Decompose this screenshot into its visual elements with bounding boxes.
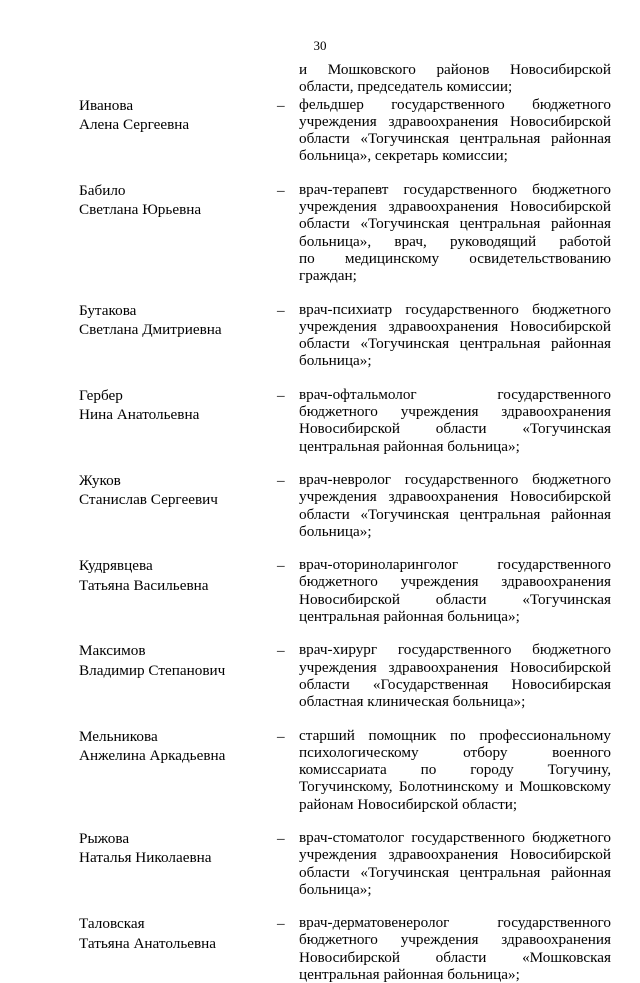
desc-line: фельдшер государственного бюджетного <box>299 95 611 113</box>
desc-line: больница», секретарь комиссии; <box>299 147 508 165</box>
member-surname: Бутакова <box>79 301 137 319</box>
member-given-names: Владимир Степанович <box>79 661 226 679</box>
member-role <box>299 471 611 540</box>
dash-separator: – <box>277 181 285 199</box>
member-entry <box>0 641 640 710</box>
member-surname: Таловская <box>79 915 145 933</box>
member-surname: Мельникова <box>79 727 158 745</box>
member-surname: Иванова <box>79 96 134 114</box>
dash-separator: – <box>277 727 285 745</box>
desc-line: по медицинскому освидетельствованию <box>299 249 611 267</box>
member-surname: Жуков <box>79 471 121 489</box>
desc-line: врач-хирург государственного бюджетного <box>299 641 611 659</box>
member-entry <box>0 556 640 625</box>
member-name <box>79 829 269 868</box>
member-role <box>299 641 611 710</box>
desc-line: области «Тогучинская центральная районная <box>299 130 611 148</box>
desc-line: врач-офтальмолог государственного <box>299 385 611 403</box>
member-name <box>79 471 269 510</box>
member-entry <box>0 471 640 540</box>
dash-separator: – <box>277 96 285 114</box>
desc-line: врач-стоматолог государственного бюджетного <box>299 828 611 846</box>
members-list <box>0 96 640 983</box>
desc-line: врач-оториноларинголог государственного <box>299 556 611 574</box>
intro-text <box>299 61 611 96</box>
member-given-names: Станислав Сергеевич <box>79 491 218 509</box>
commission-list <box>0 61 640 983</box>
desc-line: учреждения здравоохранения Новосибирской <box>299 317 611 335</box>
member-entry <box>0 914 640 983</box>
desc-line: районам Новосибирской области; <box>299 795 518 813</box>
dash-separator: – <box>277 915 285 933</box>
member-name <box>79 641 269 680</box>
desc-line: врач-терапевт государственного бюджетного <box>299 180 611 198</box>
desc-line: области «Тогучинская центральная районная <box>299 215 611 233</box>
member-given-names: Алена Сергеевна <box>79 116 190 134</box>
member-role <box>299 914 611 983</box>
desc-line: бюджетного учреждения здравоохранения <box>299 931 611 949</box>
desc-line: Новосибирской области «Тогучинская <box>299 420 611 438</box>
intro-continuation <box>0 61 640 96</box>
member-name <box>79 301 269 340</box>
desc-line: больница»; <box>299 522 372 540</box>
member-given-names: Наталья Николаевна <box>79 849 212 867</box>
member-role <box>299 386 611 455</box>
member-given-names: Анжелина Аркадьевна <box>79 747 226 764</box>
desc-line: Новосибирской области «Тогучинская <box>299 590 611 608</box>
desc-line: больница»; <box>299 880 372 898</box>
desc-line: старший помощник по профессиональному <box>299 726 611 744</box>
desc-line: больница»; <box>299 352 372 370</box>
desc-line: врач-дерматовенеролог государственного <box>299 914 611 932</box>
desc-line: врач-невролог государственного бюджетного <box>299 470 611 488</box>
member-role <box>299 556 611 625</box>
desc-line: учреждения здравоохранения Новосибирской <box>299 112 611 130</box>
member-surname: Кудрявцева <box>79 557 153 575</box>
desc-line: врач-психиатр государственного бюджетного <box>299 300 611 318</box>
dash-separator: – <box>277 471 285 489</box>
member-entry <box>0 829 640 898</box>
member-name <box>79 556 269 595</box>
member-surname: Рыжова <box>79 829 130 847</box>
member-name <box>79 386 269 425</box>
desc-line: комиссариата по городу Тогучину, <box>299 761 611 779</box>
member-role <box>299 181 611 285</box>
dash-separator: – <box>277 829 285 847</box>
dash-separator: – <box>277 301 285 319</box>
desc-line: областная клиническая больница»; <box>299 693 526 711</box>
desc-line: области, председатель комиссии; <box>299 78 513 96</box>
member-name <box>79 727 269 766</box>
desc-line: области «Тогучинская центральная районная <box>299 505 611 523</box>
desc-line: области «Тогучинская центральная районная <box>299 335 611 353</box>
desc-line: бюджетного учреждения здравоохранения <box>299 403 611 421</box>
desc-line: и Мошковского районов Новосибирской <box>299 61 611 78</box>
page-number: 30 <box>313 38 327 53</box>
desc-line: Новосибирской области «Мошковская <box>299 948 611 966</box>
desc-line: Тогучинскому, Болотнинскому и Мошковскому <box>299 778 611 796</box>
member-name <box>79 914 269 953</box>
member-entry <box>0 727 640 813</box>
member-entry <box>0 96 640 165</box>
desc-line: области «Тогучинская центральная районная <box>299 863 611 881</box>
dash-separator: – <box>277 642 285 660</box>
desc-line: учреждения здравоохранения Новосибирской <box>299 198 611 216</box>
member-role <box>299 829 611 898</box>
member-surname: Бабило <box>79 181 126 199</box>
dash-separator: – <box>277 386 285 404</box>
member-role <box>299 96 611 165</box>
desc-line: учреждения здравоохранения Новосибирской <box>299 488 611 506</box>
desc-line: психологическому отбору военного <box>299 743 611 761</box>
member-surname: Максимов <box>79 642 146 660</box>
desc-line: больница», врач, руководящий работой <box>299 232 611 250</box>
desc-line: центральная районная больница»; <box>299 966 520 983</box>
desc-line: центральная районная больница»; <box>299 608 520 626</box>
desc-line: области «Государственная Новосибирская <box>299 675 611 693</box>
dash-separator: – <box>277 557 285 575</box>
member-entry <box>0 386 640 455</box>
member-given-names: Татьяна Анатольевна <box>79 934 217 952</box>
member-name <box>79 96 269 135</box>
member-name <box>79 181 269 220</box>
member-given-names: Светлана Дмитриевна <box>79 321 222 339</box>
member-entry <box>0 301 640 370</box>
member-role <box>299 301 611 370</box>
member-given-names: Светлана Юрьевна <box>79 201 202 219</box>
desc-line: учреждения здравоохранения Новосибирской <box>299 846 611 864</box>
desc-line: граждан; <box>299 267 357 285</box>
member-given-names: Нина Анатольевна <box>79 406 200 424</box>
desc-line: учреждения здравоохранения Новосибирской <box>299 658 611 676</box>
member-entry <box>0 181 640 285</box>
member-role <box>299 727 611 813</box>
desc-line: центральная районная больница»; <box>299 437 520 455</box>
member-given-names: Татьяна Васильевна <box>79 576 209 594</box>
desc-line: бюджетного учреждения здравоохранения <box>299 573 611 591</box>
member-surname: Гербер <box>79 386 123 404</box>
